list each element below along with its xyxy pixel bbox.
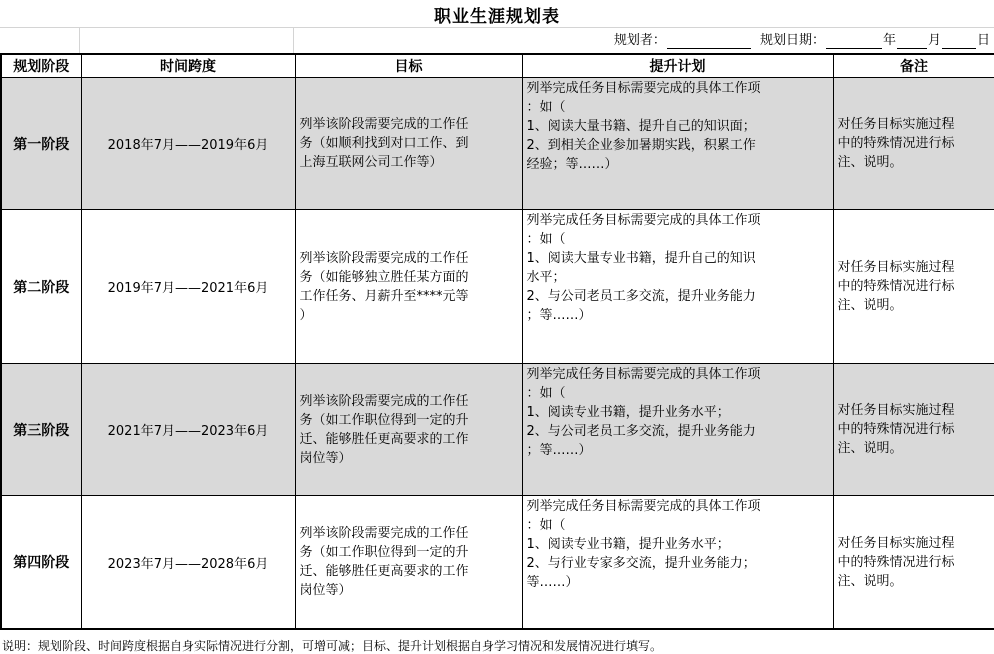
gridline	[79, 27, 80, 53]
plan-cell[interactable]	[522, 78, 833, 210]
note-line: 中的特殊情况进行标	[837, 422, 955, 437]
goal-cell[interactable]	[295, 78, 522, 210]
plan-cell[interactable]	[522, 496, 833, 630]
note-line: 注、说明。	[837, 298, 903, 313]
goal-line: 上海互联网公司工作等）	[299, 155, 443, 170]
plan-line: 列举完成任务目标需要完成的具体工作项	[526, 367, 761, 382]
plan-line: 经验；等……）	[526, 157, 618, 172]
plan-line: ：如（	[526, 232, 566, 247]
plan-year-field[interactable]	[826, 34, 882, 49]
note-line: 中的特殊情况进行标	[837, 279, 955, 294]
page-title: 职业生涯规划表	[434, 7, 560, 27]
goal-line: 务（如工作职位得到一定的升	[299, 412, 469, 428]
note-line: 对任务目标实施过程	[837, 403, 955, 418]
note-line: 注、说明。	[837, 573, 903, 589]
goal-cell[interactable]	[295, 364, 522, 496]
goal-line: 列举该阶段需要完成的工作任	[299, 250, 469, 266]
goal-line: 迁、能够胜任更高要求的工作	[299, 431, 469, 447]
planner-label: 规划者：	[613, 33, 666, 48]
stage-cell[interactable]: 第三阶段	[1, 364, 81, 496]
header-note[interactable]: 备注	[833, 54, 994, 78]
plan-line: 列举完成任务目标需要完成的具体工作项	[526, 81, 761, 96]
planner-meta-row	[614, 30, 990, 52]
note-cell[interactable]	[833, 496, 994, 630]
plan-line: 列举完成任务目标需要完成的具体工作项	[526, 213, 761, 228]
note-cell[interactable]	[833, 210, 994, 364]
plan-line: ；等……）	[526, 308, 592, 323]
plan-date-label: 规划日期：	[759, 33, 825, 48]
goal-line: 工作任务、月薪升至****元等	[299, 288, 469, 304]
plan-cell[interactable]	[522, 210, 833, 364]
goal-line: 务（如工作职位得到一定的升	[299, 545, 469, 560]
plan-cell[interactable]	[522, 364, 833, 496]
note-cell[interactable]	[833, 364, 994, 496]
note-line: 注、说明。	[837, 155, 903, 170]
table-row	[1, 210, 994, 364]
stage-cell[interactable]: 第二阶段	[1, 210, 81, 364]
goal-line: 列举该阶段需要完成的工作任	[299, 117, 469, 132]
plan-line: 1、阅读专业书籍，提升业务水平；	[526, 537, 730, 552]
note-line: 对任务目标实施过程	[837, 260, 955, 275]
plan-line: 1、阅读大量书籍、提升自己的知识面；	[526, 119, 756, 134]
plan-line: ：如（	[526, 100, 566, 115]
plan-line: ：如（	[526, 518, 566, 533]
table-row	[1, 496, 994, 630]
plan-line: 1、阅读专业书籍，提升业务水平；	[526, 405, 730, 420]
header-goal[interactable]: 目标	[295, 54, 522, 78]
plan-line: ：如（	[526, 386, 566, 401]
timespan-cell[interactable]: 2019年7月——2021年6月	[81, 210, 295, 364]
month-label: 月	[927, 33, 941, 48]
plan-line: 等……）	[526, 575, 579, 590]
note-cell[interactable]	[833, 78, 994, 210]
goal-line: 岗位等）	[299, 450, 352, 466]
table-row	[1, 78, 994, 210]
timespan-cell[interactable]: 2023年7月——2028年6月	[81, 496, 295, 630]
goal-line: 列举该阶段需要完成的工作任	[299, 393, 469, 409]
table-header-row	[1, 54, 994, 78]
plan-line: 2、与行业专家多交流，提升业务能力；	[526, 556, 756, 571]
year-label: 年	[882, 33, 896, 48]
plan-line: 2、与公司老员工多交流，提升业务能力	[526, 424, 756, 439]
timespan-cell[interactable]: 2018年7月——2019年6月	[81, 78, 295, 210]
gridline	[293, 27, 294, 53]
goal-line: 列举该阶段需要完成的工作任	[299, 526, 469, 541]
note-line: 中的特殊情况进行标	[837, 554, 955, 570]
stage-cell[interactable]: 第一阶段	[1, 78, 81, 210]
planner-field[interactable]	[667, 34, 751, 49]
plan-line: ；等……）	[526, 443, 592, 458]
goal-line: 务（如顺利找到对口工作、到	[299, 136, 469, 151]
goal-cell[interactable]	[295, 496, 522, 630]
goal-line: ）	[299, 307, 313, 323]
plan-line: 2、与公司老员工多交流，提升业务能力	[526, 289, 756, 304]
note-line: 对任务目标实施过程	[837, 535, 955, 551]
note-line: 注、说明。	[837, 441, 903, 456]
plan-line: 1、阅读大量专业书籍，提升自己的知识	[526, 251, 756, 266]
stage-cell[interactable]: 第四阶段	[1, 496, 81, 630]
career-plan-table	[0, 53, 994, 630]
footer-note: 说明：规划阶段、时间跨度根据自身实际情况进行分割，可增可减；目标、提升计划根据自身学习情况和发展情况进行填写。	[2, 639, 663, 653]
plan-line: 列举完成任务目标需要完成的具体工作项	[526, 499, 761, 514]
note-line: 中的特殊情况进行标	[837, 136, 955, 151]
table-row	[1, 364, 994, 496]
goal-line: 务（如能够独立胜任某方面的	[299, 269, 469, 285]
goal-cell[interactable]	[295, 210, 522, 364]
note-line: 对任务目标实施过程	[837, 117, 955, 132]
header-plan[interactable]: 提升计划	[522, 54, 833, 78]
plan-line: 2、到相关企业参加暑期实践，积累工作	[526, 138, 756, 153]
header-timespan[interactable]: 时间跨度	[81, 54, 295, 78]
goal-line: 岗位等）	[299, 583, 352, 598]
plan-month-field[interactable]	[897, 34, 927, 49]
day-label: 日	[976, 33, 990, 48]
timespan-cell[interactable]: 2021年7月——2023年6月	[81, 364, 295, 496]
plan-day-field[interactable]	[942, 34, 976, 49]
header-stage[interactable]: 规划阶段	[1, 54, 81, 78]
goal-line: 迁、能够胜任更高要求的工作	[299, 564, 469, 579]
plan-line: 水平；	[526, 270, 566, 285]
